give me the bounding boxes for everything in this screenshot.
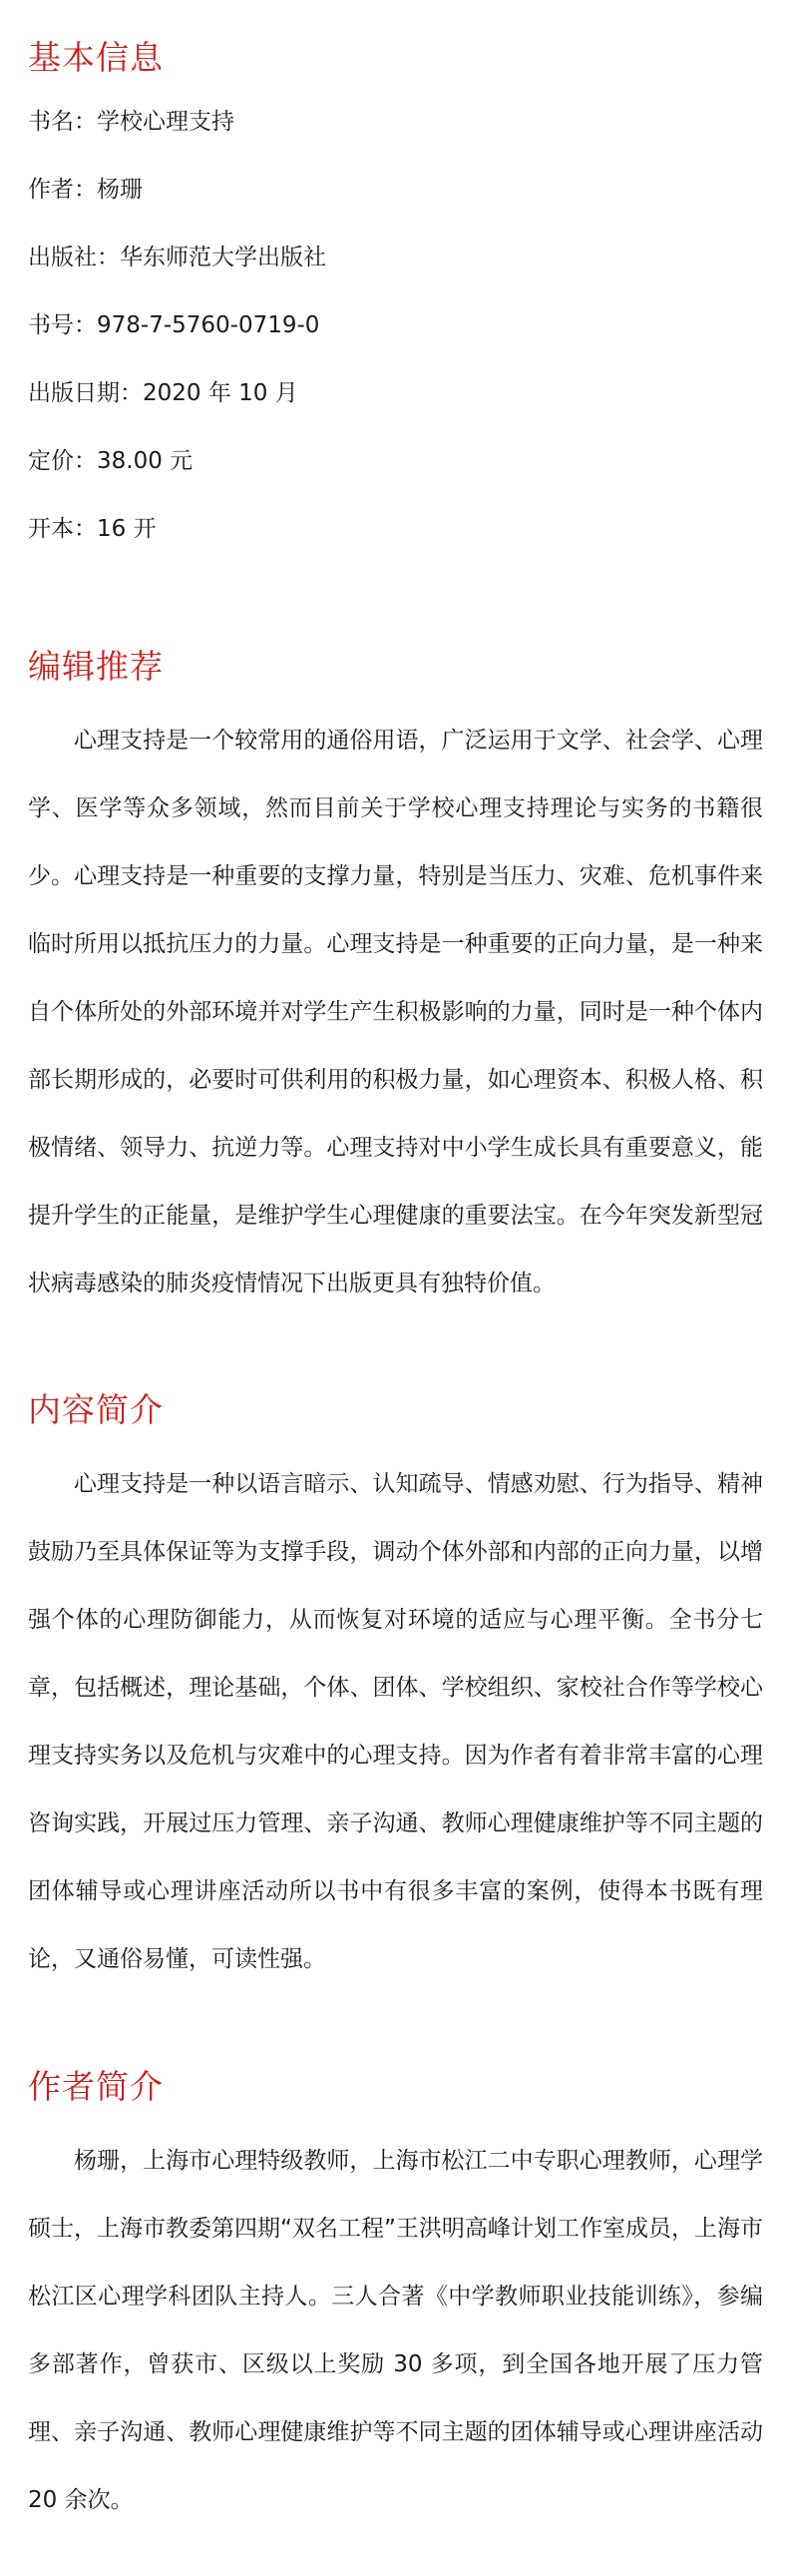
editor-recommendation-text: 心理支持是一个较常用的通俗用语，广泛运用于文学、社会学、心理学、医学等众多领域，然而目前关于学校心理支持理论与实务的书籍很少。心理支持是一种重要的支撑力量，特别是当压力、灾难、危机事件来临时所用以抵抗压力的力量。心理支持是一种重要的正向力量，是一种来自个体所处的外部环境并对学生产生积极影响的力量，同时是一种个体内部长期形成的，必要时可供利用的积极力量，如心理资本、积极人格、积极情绪、领导力、抗逆力等。心理支持对中小学生成长具有重要意义，能提升学生的正能量，是维护学生心理健康的重要法宝。在今年突发新型冠状病毒感染的肺炎疫情情况下出版更具有独特价值。 xyxy=(28,728,763,1296)
content-summary-text: 心理支持是一种以语言暗示、认知疏导、情感劝慰、行为指导、精神鼓励乃至具体保证等为支撑手段，调动个体外部和内部的正向力量，以增强个体的心理防御能力，从而恢复对环境的适应与心理平衡。全书分七章，包括概述，理论基础，个体、团体、学校组织、家校社合作等学校心理支持实务以及危机与灾难中的心理支持。因为作者有着非常丰富的心理咨询实践，开展过压力管理、亲子沟通、教师心理健康维护等不同主题的团体辅导或心理讲座活动所以书中有很多丰富的案例，使得本书既有理论，又通俗易懂，可读性强。 xyxy=(28,1471,763,1972)
author-intro-text: 杨珊，上海市心理特级教师，上海市松江二中专职心理教师，心理学硕士，上海市教委第四期“双名工程”王洪明高峰计划工作室成员，上海市松江区心理学科团队主持人。三人合著《中学教师职业技能训练》，参编多部著作，曾获市、区级以上奖励 30 多项，到全国各地开展了压力管理、亲子沟通、教师心理健康维护等不同主题的团体辅导或心理讲座活动 20 余次。 xyxy=(28,2148,763,2513)
basic-info-section xyxy=(28,38,763,581)
isbn-field: 书号：978-7-5760-0719-0 xyxy=(28,312,320,338)
publish-date-field: 出版日期：2020 年 10 月 xyxy=(28,380,298,406)
basic-info-list xyxy=(28,106,763,581)
format-field: 开本：16 开 xyxy=(28,516,157,542)
content-summary-heading: 内容简介 xyxy=(28,1390,164,1429)
author-field: 作者：杨珊 xyxy=(28,177,143,203)
editor-recommendation-section xyxy=(28,647,763,1317)
book-title-field: 书名：学校心理支持 xyxy=(28,109,234,135)
author-intro-section xyxy=(28,2067,763,2534)
content-summary-section xyxy=(28,1390,763,1993)
editor-recommendation-heading: 编辑推荐 xyxy=(28,647,164,686)
basic-info-heading: 基本信息 xyxy=(28,38,164,77)
publisher-field: 出版社：华东师范大学出版社 xyxy=(28,245,326,270)
price-field: 定价：38.00 元 xyxy=(28,448,194,474)
author-intro-heading: 作者简介 xyxy=(28,2067,164,2106)
